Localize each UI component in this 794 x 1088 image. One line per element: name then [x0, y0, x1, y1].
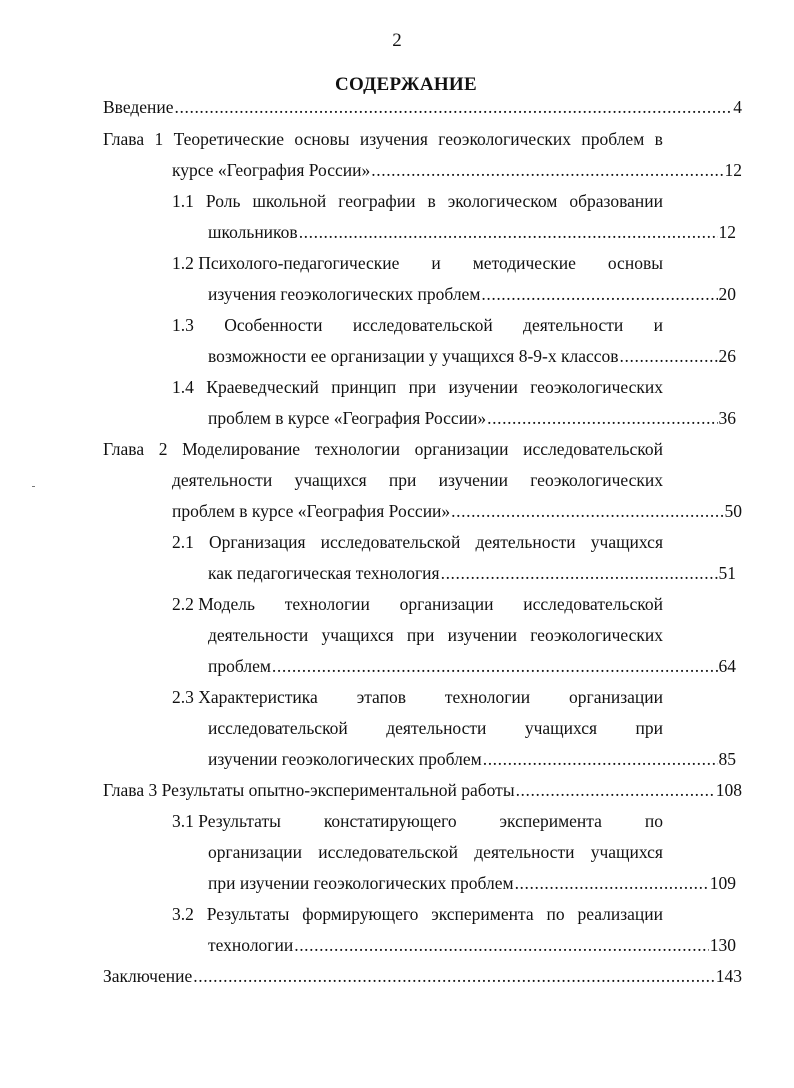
toc-page-number: 50: [724, 501, 742, 521]
toc-word: 1.2 Психолого-педагогические: [172, 253, 400, 273]
toc-word: изучении: [438, 470, 508, 490]
dot-leader: [371, 158, 723, 182]
toc-word: Теоретические: [173, 129, 285, 149]
toc-word: Особенности: [224, 315, 323, 335]
toc-line: [172, 809, 663, 833]
toc-entry-line: [208, 344, 736, 368]
toc-word: основы: [294, 129, 350, 149]
toc-word: учащихся: [590, 842, 663, 862]
toc-entry-line: [208, 933, 736, 957]
toc-word: 1.3: [172, 315, 194, 335]
toc-word: деятельности: [172, 470, 273, 490]
toc-entry-title: проблем: [208, 656, 271, 676]
toc-word: учащихся: [321, 625, 394, 645]
dot-leader: [481, 282, 717, 306]
dot-leader: [299, 220, 718, 244]
toc-entry-line: [208, 654, 736, 678]
toc-entry-line: [103, 964, 742, 988]
toc-word: географии: [338, 191, 416, 211]
toc-word: Роль: [205, 191, 241, 211]
toc-word: основы: [607, 253, 663, 273]
toc-line: [172, 313, 663, 337]
toc-word: этапов: [356, 687, 406, 707]
toc-entry-line: [103, 95, 742, 119]
toc-word: при: [635, 718, 663, 738]
toc-word: образовании: [569, 191, 663, 211]
toc-word: в: [654, 129, 663, 149]
toc-page-number: 85: [718, 749, 736, 769]
dot-leader: [620, 344, 718, 368]
toc-entry-title: изучения геоэкологических проблем: [208, 284, 481, 304]
toc-word: Краеведческий: [206, 377, 319, 397]
scan-mark: [32, 486, 35, 487]
toc-word: 1.4: [172, 377, 194, 397]
toc-word: изучения: [359, 129, 428, 149]
toc-entry-title: изучении геоэкологических проблем: [208, 749, 482, 769]
toc-word: формирующего: [302, 904, 419, 924]
toc-entry-line: [208, 871, 736, 895]
toc-word: Организация: [208, 532, 306, 552]
toc-word: при: [406, 625, 435, 645]
toc-page-number: 64: [718, 656, 736, 676]
toc-word: 3.1 Результаты: [172, 811, 281, 831]
toc-word: Глава: [103, 129, 145, 149]
toc-entry-title: как педагогическая технология: [208, 563, 440, 583]
toc-word: организации: [208, 842, 302, 862]
toc-entry-line: [172, 158, 742, 182]
toc-word: организации: [569, 687, 663, 707]
toc-word: и: [653, 315, 663, 335]
toc-word: 2.3 Характеристика: [172, 687, 318, 707]
toc-word: 1: [154, 129, 164, 149]
toc-word: 3.2: [172, 904, 194, 924]
toc-entry-title: при изучении геоэкологических проблем: [208, 873, 514, 893]
toc-word: школьной: [252, 191, 327, 211]
toc-page-number: 108: [715, 780, 742, 800]
toc-line: [172, 189, 663, 213]
toc-line: [172, 375, 663, 399]
toc-word: экологическом: [447, 191, 558, 211]
toc-word: учащихся: [294, 470, 367, 490]
toc-entry-title: проблем в курсе «География России»: [172, 501, 451, 521]
toc-word: учащихся: [524, 718, 598, 738]
dot-leader: [294, 933, 709, 957]
toc-entry-line: [208, 406, 736, 430]
toc-entry-title: Заключение: [103, 966, 193, 986]
dot-leader: [451, 499, 723, 523]
toc-word: и: [431, 253, 441, 273]
toc-entry-line: [208, 282, 736, 306]
toc-word: при: [388, 470, 417, 490]
dot-leader: [483, 747, 718, 771]
toc-entry-title: курсе «География России»: [172, 160, 371, 180]
toc-word: деятельности: [474, 842, 575, 862]
toc-word: констатирующего: [323, 811, 457, 831]
toc-line: [172, 685, 663, 709]
toc-word: организации: [414, 439, 509, 459]
toc-word: исследовательской: [523, 439, 663, 459]
toc-page-number: 26: [718, 346, 736, 366]
toc-line: [208, 623, 663, 647]
toc-page-number: 20: [718, 284, 736, 304]
toc-page-number: 51: [718, 563, 736, 583]
toc-word: 2.1: [172, 532, 194, 552]
toc-word: Глава: [103, 439, 145, 459]
toc-word: проблем: [581, 129, 645, 149]
toc-word: геоэкологических: [530, 625, 663, 645]
toc-word: изучении: [448, 377, 518, 397]
toc-word: технологии: [444, 687, 531, 707]
toc-title: СОДЕРЖАНИЕ: [335, 74, 477, 95]
toc-entry-line: [208, 561, 736, 585]
toc-entry-line: [103, 778, 742, 802]
toc-entry-title: технологии: [208, 935, 294, 955]
toc-word: исследовательской: [352, 315, 493, 335]
toc-word: организации: [399, 594, 494, 614]
toc-line: [208, 840, 663, 864]
toc-word: методические: [472, 253, 576, 273]
dot-leader: [487, 406, 717, 430]
dot-leader: [175, 95, 733, 119]
toc-entry-line: [172, 499, 742, 523]
toc-line: [172, 902, 663, 926]
toc-word: Результаты: [206, 904, 290, 924]
dot-leader: [272, 654, 718, 678]
toc-page-number: 130: [709, 935, 736, 955]
toc-word: учащихся: [590, 532, 663, 552]
toc-page-number: 36: [718, 408, 736, 428]
toc-word: деятельности: [523, 315, 624, 335]
dot-leader: [516, 778, 715, 802]
toc-word: геоэкологических: [438, 129, 571, 149]
dot-leader: [193, 964, 715, 988]
toc-page-number: 12: [724, 160, 742, 180]
toc-word: по: [644, 811, 663, 831]
toc-line: [172, 468, 663, 492]
toc-entry-line: [208, 220, 736, 244]
toc-word: 2: [158, 439, 168, 459]
toc-word: изучении: [447, 625, 517, 645]
toc-word: эксперимента: [431, 904, 534, 924]
toc-page-number: 109: [709, 873, 736, 893]
toc-entry-title: Глава 3 Результаты опытно-экспериментальной работы: [103, 780, 515, 800]
toc-page-number: 143: [715, 966, 742, 986]
toc-page-number: 12: [718, 222, 736, 242]
toc-word: в: [427, 191, 436, 211]
toc-entry-title: Введение: [103, 97, 174, 117]
dot-leader: [515, 871, 709, 895]
toc-word: эксперимента: [499, 811, 602, 831]
toc-word: 2.2 Модель: [172, 594, 256, 614]
toc-word: исследовательской: [320, 532, 461, 552]
toc-line: [103, 127, 663, 151]
toc-word: 1.1: [172, 191, 194, 211]
toc-line: [208, 716, 663, 740]
toc-word: геоэкологических: [530, 377, 663, 397]
toc-entry-line: [208, 747, 736, 771]
toc-line: [172, 251, 663, 275]
toc-word: технологии: [314, 439, 400, 459]
toc-word: деятельности: [386, 718, 487, 738]
toc-word: деятельности: [208, 625, 309, 645]
toc-entry-title: проблем в курсе «География России»: [208, 408, 487, 428]
toc-word: принцип: [331, 377, 397, 397]
toc-word: исследовательской: [318, 842, 459, 862]
toc-word: реализации: [577, 904, 663, 924]
toc-line: [172, 592, 663, 616]
toc-word: технологии: [284, 594, 370, 614]
toc-entry-title: возможности ее организации у учащихся 8-9-х классов: [208, 346, 619, 366]
toc-page-number: 4: [733, 97, 742, 117]
toc-word: исследовательской: [208, 718, 348, 738]
toc-word: по: [546, 904, 565, 924]
toc-line: [172, 530, 663, 554]
toc-entry-title: школьников: [208, 222, 298, 242]
toc-line: [103, 437, 663, 461]
toc-word: исследовательской: [523, 594, 663, 614]
toc-word: геоэкологических: [530, 470, 663, 490]
toc-word: деятельности: [475, 532, 576, 552]
dot-leader: [441, 561, 718, 585]
toc-word: Моделирование: [182, 439, 301, 459]
page-number: 2: [392, 30, 402, 51]
toc-word: при: [408, 377, 437, 397]
